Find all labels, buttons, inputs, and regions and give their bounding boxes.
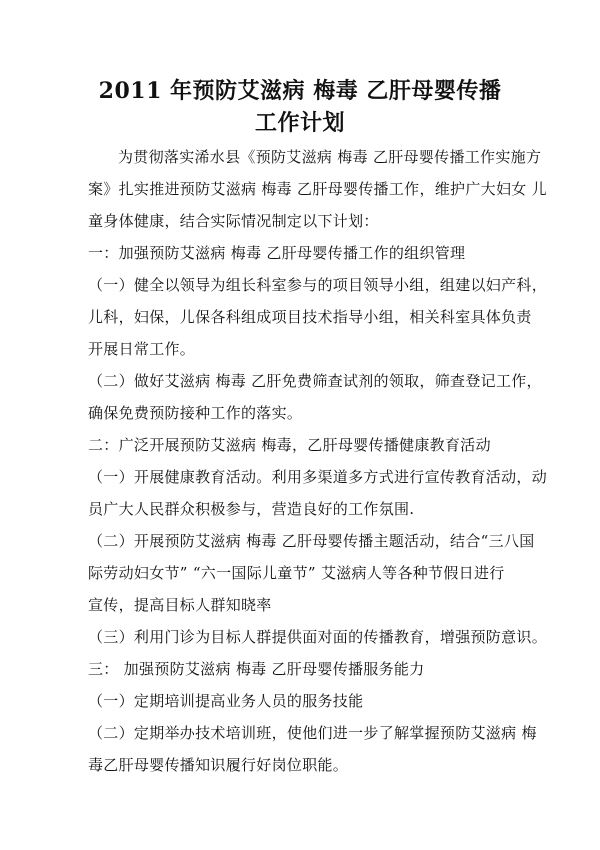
paragraph-intro-line-1: 为贯彻落实浠水县《预防艾滋病 梅毒 乙肝母婴传播工作实施方 — [118, 148, 542, 166]
section-2-item-1-line-1: （一）开展健康教育活动。利用多渠道多方式进行宣传教育活动，动 — [88, 468, 548, 486]
section-2-item-3: （三）利用门诊为目标人群提供面对面的传播教育，增强预防意识。 — [88, 628, 548, 646]
section-1-item-2-line-2: 确保免费预防接种工作的落实。 — [88, 404, 303, 422]
section-2-item-2-line-1: （二）开展预防艾滋病 梅毒 乙肝母婴传播主题活动，结合“三八国 — [88, 532, 535, 550]
section-heading-2: 二：广泛开展预防艾滋病 梅毒，乙肝母婴传播健康教育活动 — [88, 436, 491, 454]
section-3-item-2-line-1: （二）定期举办技术培训班，使他们进一步了解掌握预防艾滋病 梅 — [88, 724, 537, 742]
section-2-item-2-line-2: 际劳动妇女节” “六一国际儿童节” 艾滋病人等各种节假日进行 — [88, 564, 505, 582]
section-3-item-1: （一）定期培训提高业务人员的服务技能 — [88, 692, 364, 710]
document-title-line-2: 工作计划 — [254, 110, 345, 136]
paragraph-intro-line-3: 童身体健康，结合实际情况制定以下计划： — [88, 212, 379, 230]
section-3-item-2-line-2: 毒乙肝母婴传播知识履行好岗位职能。 — [88, 756, 349, 774]
section-2-item-1-line-2: 员广大人民群众积极参与，营造良好的工作氛围. — [88, 500, 415, 518]
document-title-line-1: 2011 年预防艾滋病 梅毒 乙肝母婴传播 — [98, 78, 502, 104]
section-1-item-1-line-1: （一）健全以领导为组长科室参与的项目领导小组，组建以妇产科， — [88, 276, 548, 294]
section-2-item-2-line-3: 宣传，提高目标人群知晓率 — [88, 596, 272, 614]
section-1-item-1-line-3: 开展日常工作。 — [88, 340, 196, 358]
section-heading-1: 一：加强预防艾滋病 梅毒 乙肝母婴传播工作的组织管理 — [88, 244, 466, 262]
section-1-item-1-line-2: 儿科，妇保，儿保各科组成项目技术指导小组，相关科室具体负责 — [88, 308, 532, 326]
section-heading-3: 三： 加强预防艾滋病 梅毒 乙肝母婴传播服务能力 — [88, 660, 425, 678]
paragraph-intro-line-2: 案》扎实推进预防艾滋病 梅毒 乙肝母婴传播工作，维护广大妇女 儿 — [88, 180, 547, 198]
section-1-item-2-line-1: （二）做好艾滋病 梅毒 乙肝免费筛查试剂的领取，筛查登记工作， — [88, 372, 542, 390]
